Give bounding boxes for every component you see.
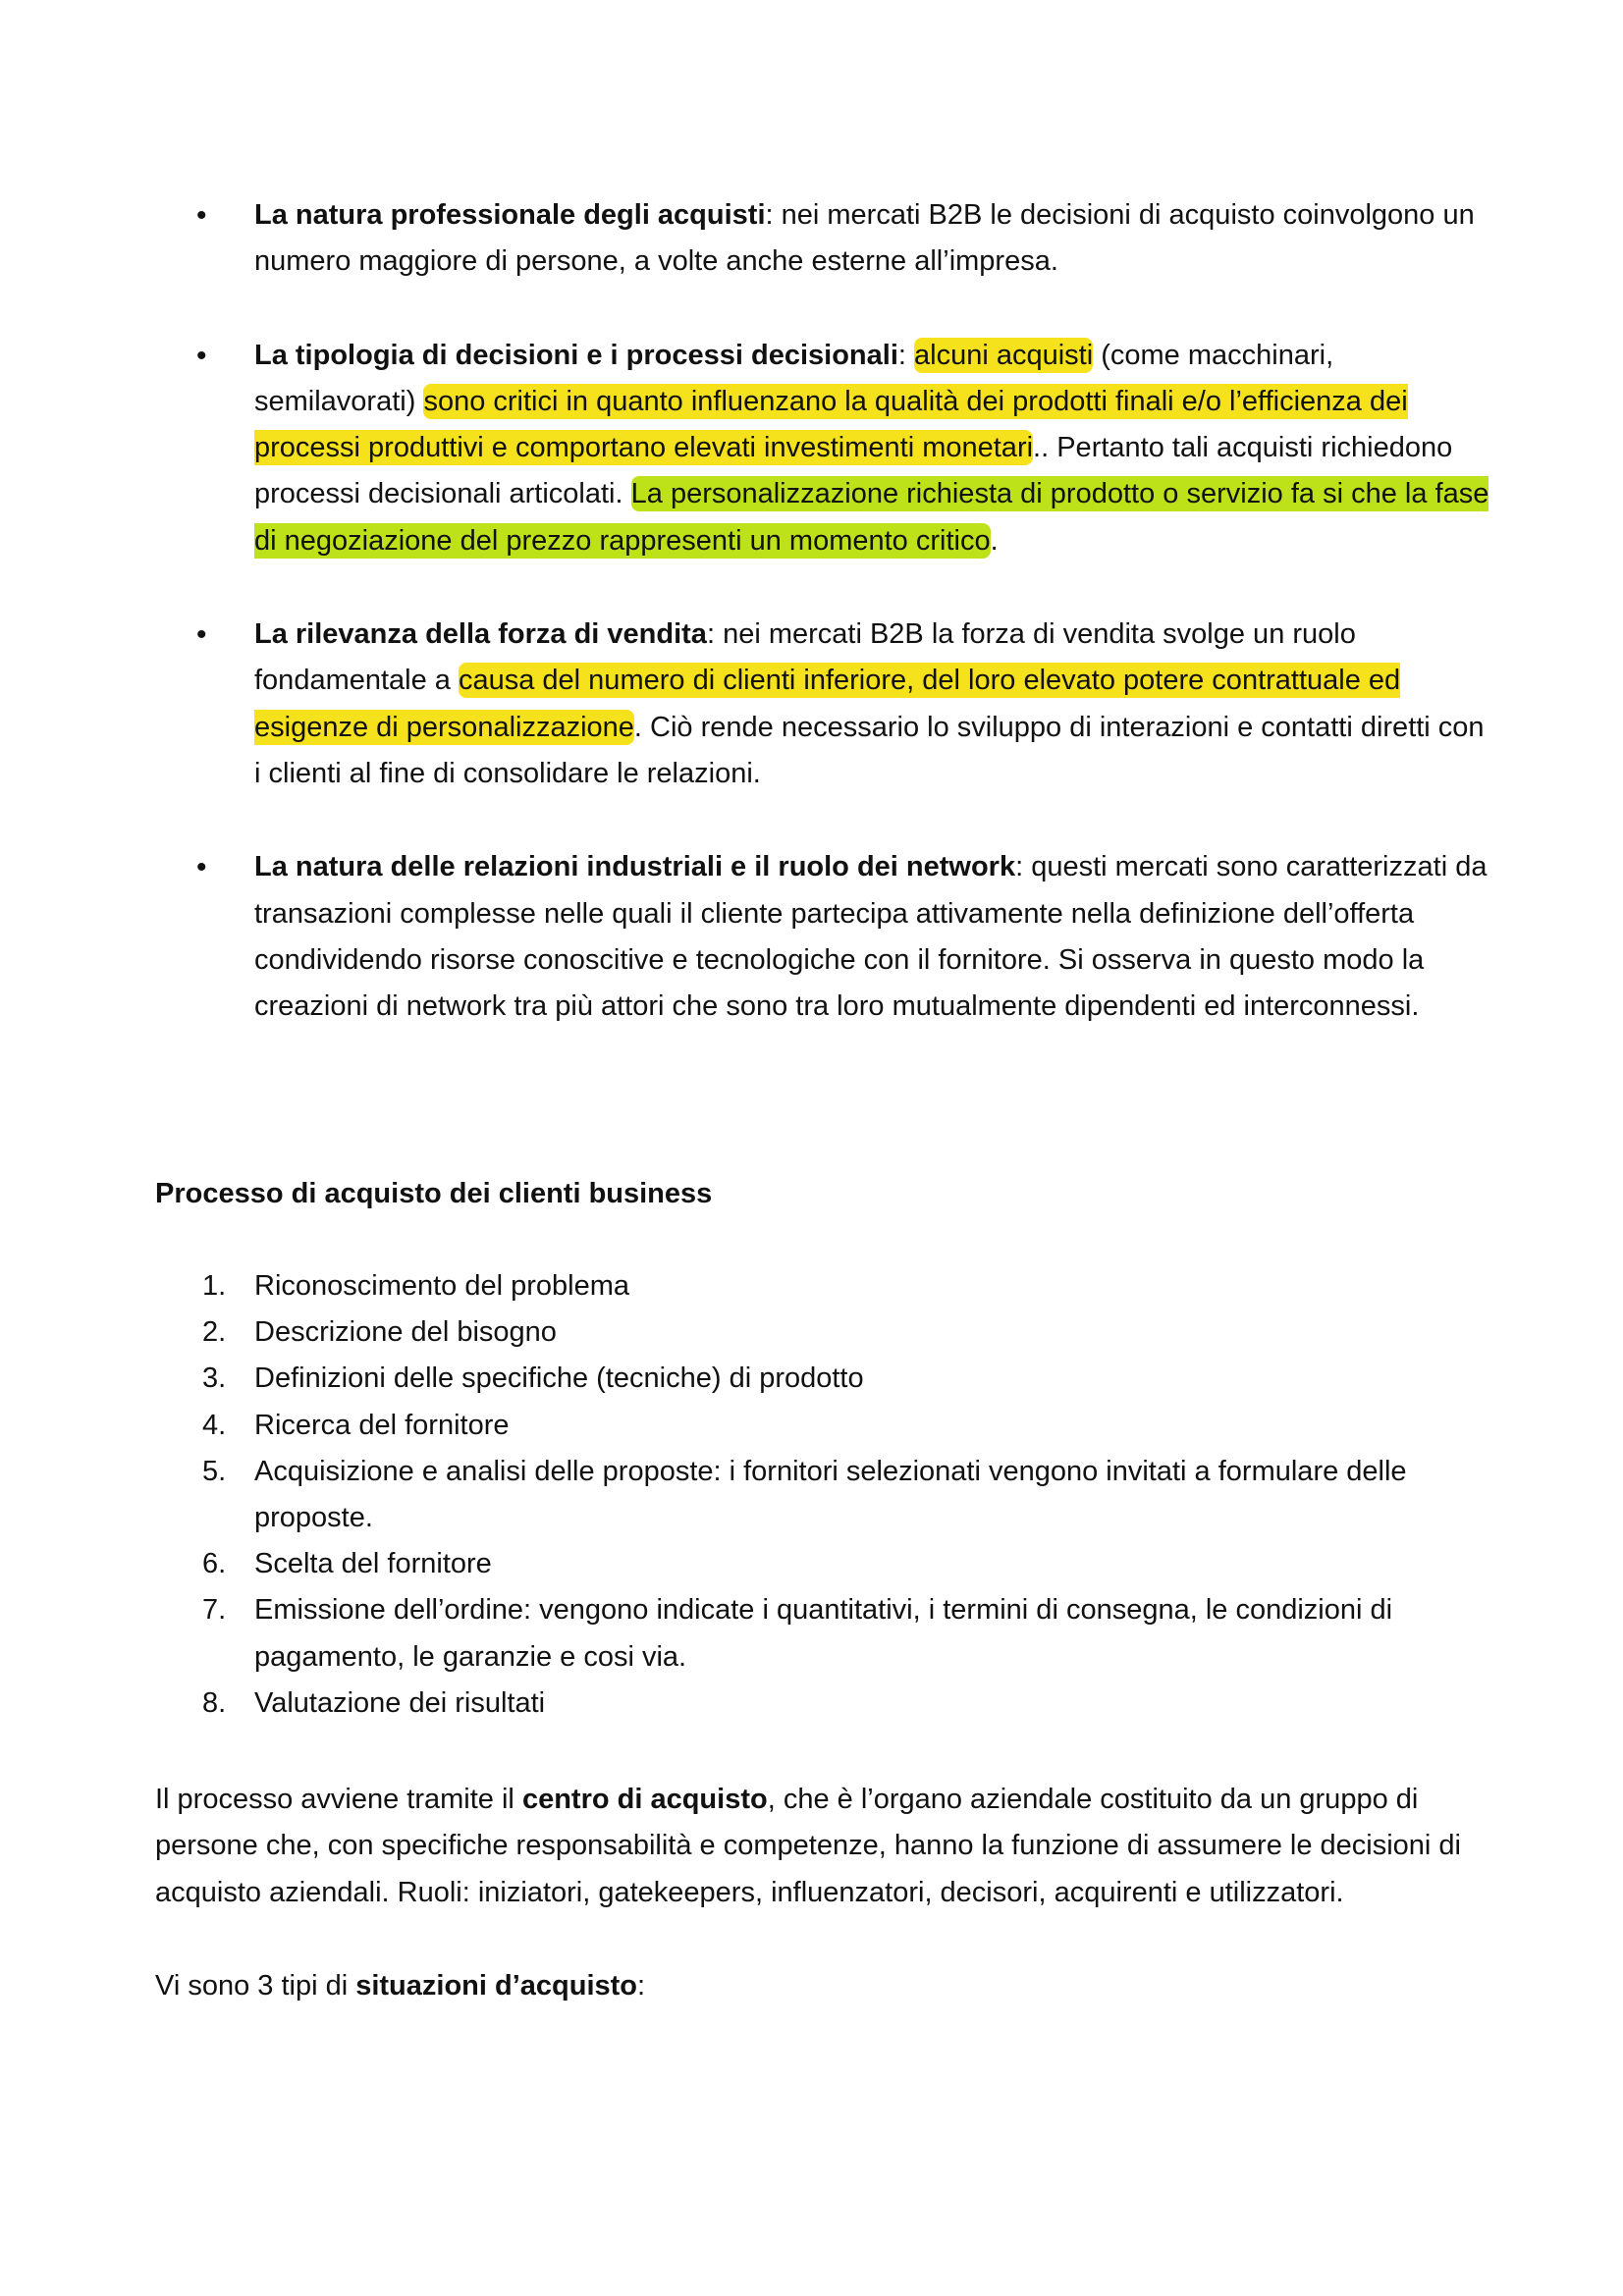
step-text: Riconoscimento del problema (254, 1270, 630, 1302)
paragraph-bold-term: centro di acquisto (521, 1784, 768, 1815)
step-text: Ricerca del fornitore (254, 1409, 510, 1441)
colon: : (897, 339, 915, 371)
bullet-text: . Ciò rende necessario lo sviluppo di interazioni e contatti diretti con i clienti al fine di consolidare le relazioni. (254, 711, 1485, 789)
colon: : (765, 199, 782, 231)
bullet-text: .. Pertanto tali acquisti richiedono processi decisionali articolati. (254, 432, 1453, 510)
list-item (196, 1587, 1492, 1680)
step-text: Acquisizione e analisi delle proposte: i fornitori selezionati vengono invitati a formulare delle proposte. (254, 1455, 1407, 1534)
highlight-yellow: causa del numero di clienti inferiore, del loro elevato potere contrattuale ed esigenze di personalizzazione (254, 665, 1401, 743)
list-item (196, 1541, 1492, 1587)
bullet-dot: • (196, 618, 207, 652)
bullet-text: . (990, 524, 999, 557)
paragraph-text: Il processo avviene tramite il (155, 1784, 522, 1815)
bullet-title: La tipologia di decisioni e i processi decisionali (254, 339, 898, 371)
bullet-text: (come macchinari, semilavorati) (254, 339, 1334, 417)
bullet-item-professional-purchases (196, 192, 1492, 286)
purchase-process-steps (196, 1263, 1492, 1727)
bullet-title: La natura delle relazioni industriali e il ruolo dei network (254, 851, 1016, 883)
bullet-title: La natura professionale degli acquisti (254, 199, 766, 231)
paragraph-text: , che è l’organo aziendale costituito da un gruppo di persone che, con specifiche responsabilità e competenze, hanno la funzione di assumere le decisioni di acquisto aziendali. Ruoli: iniziatori, gatekeepers, influenzatori, decisori, acquirenti e utilizzatori. (155, 1784, 1461, 1908)
step-number: 5. (202, 1455, 227, 1487)
bullet-dot: • (196, 339, 207, 372)
list-item (196, 1356, 1492, 1402)
paragraph-buying-center (155, 1777, 1500, 1916)
step-number: 1. (202, 1270, 227, 1302)
highlight-yellow: sono critici in quanto influenzano la qualità dei prodotti finali e/o l’efficienza dei processi produttivi e comportano elevati investimenti monetari (254, 385, 1408, 464)
list-item (196, 1263, 1492, 1309)
list-item (196, 1309, 1492, 1356)
step-number: 6. (202, 1548, 227, 1580)
section-heading: Processo di acquisto dei clienti business (155, 1178, 713, 1209)
step-number: 4. (202, 1409, 227, 1441)
step-number: 2. (202, 1316, 227, 1349)
list-item (196, 1403, 1492, 1449)
step-text: Valutazione dei risultati (254, 1686, 546, 1719)
step-text: Emissione dell’ordine: vengono indicate i quantitativi, i termini di consegna, le condizioni di pagamento, le garanzie e cosi via. (254, 1594, 1393, 1673)
colon: : (706, 618, 724, 651)
bullet-item-decision-types (196, 333, 1492, 564)
paragraph-text: : (637, 1970, 646, 2002)
bullet-text: questi mercati sono caratterizzati da transazioni complesse nelle quali il cliente partecipa attivamente nella definizione dell’offerta condividendo risorse conoscitive e tecnologiche con il fornitore. Si osserva in questo modo la creazioni di network tra più attori che sono tra loro mutualmente dipendenti ed interconnessi. (254, 851, 1488, 1023)
bullet-dot: • (196, 851, 207, 884)
bullet-item-sales-force (196, 612, 1492, 797)
step-text: Descrizione del bisogno (254, 1316, 557, 1349)
bullet-text: nei mercati B2B le decisioni di acquisto coinvolgono un numero maggiore di persone, a volte anche esterne all’impresa. (254, 199, 1475, 278)
step-text: Definizioni delle specifiche (tecniche) di prodotto (254, 1362, 864, 1395)
step-number: 3. (202, 1362, 227, 1395)
step-number: 8. (202, 1686, 227, 1719)
colon: : (1015, 851, 1032, 883)
step-text: Scelta del fornitore (254, 1548, 492, 1580)
bullet-item-industrial-relations (196, 844, 1492, 1030)
paragraph-bold-term: situazioni d’acquisto (355, 1970, 638, 2002)
list-item (196, 1681, 1492, 1727)
bullet-title: La rilevanza della forza di vendita (254, 618, 707, 651)
highlight-green: La personalizzazione richiesta di prodotto o servizio fa si che la fase di negoziazione del prezzo rappresenti un momento critico (254, 478, 1489, 557)
features-bullet-list (196, 192, 1492, 1077)
paragraph-text: Vi sono 3 tipi di (155, 1970, 356, 2002)
bullet-text: nei mercati B2B la forza di vendita svolge un ruolo fondamentale a (254, 618, 1356, 697)
highlight-yellow: alcuni acquisti (914, 339, 1094, 371)
list-item (196, 1449, 1492, 1541)
bullet-dot: • (196, 199, 207, 232)
paragraph-purchase-situations (155, 1963, 1500, 2009)
step-number: 7. (202, 1594, 227, 1627)
